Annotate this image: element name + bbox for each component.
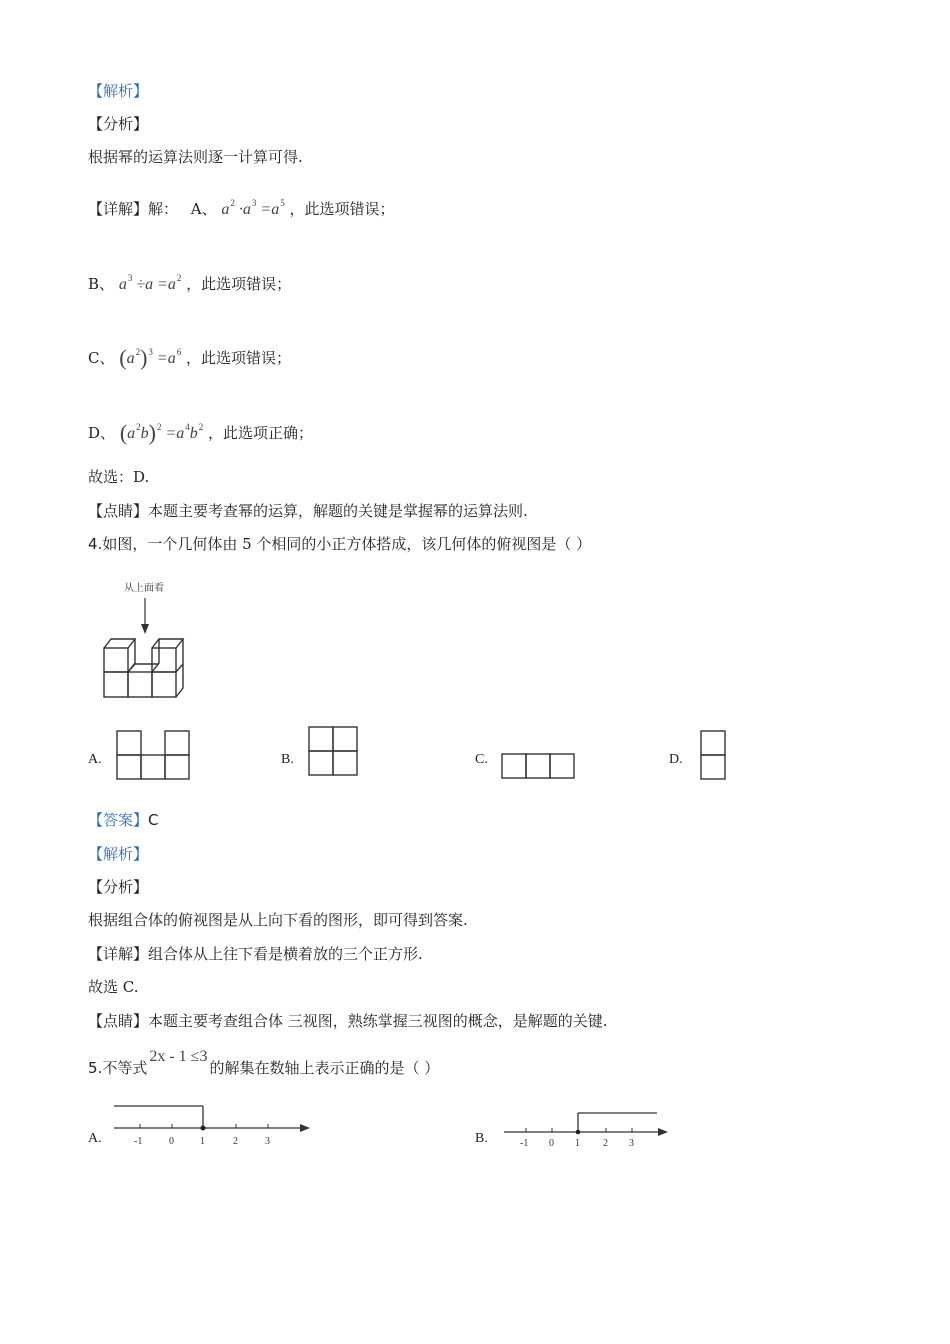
q4-option-d-label: D. (669, 752, 683, 767)
option-b-verdict: ，此选项错误； (186, 275, 292, 293)
endpoint-dot (201, 1126, 206, 1131)
analysis-text: 根据幂的运算法则逐一计算可得. (88, 148, 303, 166)
option-d-expression: $(a^2b)^2 =a^4b^2$ (119, 420, 204, 445)
tick-label: -1 (520, 1138, 529, 1149)
option-b-expression: $a^3 \div a =a^2$ (118, 273, 182, 293)
answer-tag: 【答案】 (88, 811, 149, 829)
q5-suffix: 的解集在数轴上表示正确的是（ ） (209, 1059, 440, 1077)
q4-solid-figure (96, 578, 196, 703)
q4-analysis: 根据组合体的俯视图是从上向下看的图形，即可得到答案. (88, 911, 468, 929)
view-arrow-head-icon (141, 624, 149, 634)
detail-option-b (88, 268, 291, 295)
tick-label: 1 (200, 1136, 205, 1147)
q5-prefix: 不等式 (102, 1059, 148, 1077)
q5-option-a-numberline (110, 1100, 320, 1150)
q4-option-a-label: A. (88, 752, 102, 767)
q4-answer (88, 810, 159, 830)
axis-arrow-icon (658, 1128, 668, 1136)
tick-label: 0 (169, 1136, 174, 1147)
cubes-icon (104, 639, 183, 697)
detail-prefix: 【详解】解： (88, 200, 179, 218)
detail-option-d (88, 417, 313, 444)
q4-question (88, 534, 591, 554)
tick-label: 0 (549, 1138, 554, 1149)
q5-option-b-numberline (502, 1108, 677, 1150)
tick-label: -1 (134, 1136, 143, 1147)
option-b-label: B、 (88, 275, 115, 293)
q3-comment: 【点睛】本题主要考查幂的运算，解题的关键是掌握幂的运算法则. (88, 502, 528, 520)
q4-detail: 【详解】组合体从上往下看是横着放的三个正方形. (88, 945, 423, 963)
option-a-expression: $a^2 \cdot a^3 =a^5$ (221, 198, 285, 218)
figure-view-label: 从上面看 (124, 583, 164, 594)
q4-option-c-figure (502, 754, 578, 782)
option-c-expression: $(a^2)^3 =a^6$ (119, 345, 182, 370)
q4-number: 4. (88, 535, 103, 553)
q4-option-d-figure (701, 731, 729, 783)
option-c-verdict: ，此选项错误； (186, 349, 292, 367)
endpoint-dot (576, 1130, 581, 1135)
tick-label: 2 (233, 1136, 238, 1147)
q5-question (88, 1048, 440, 1079)
tick-label: 3 (265, 1136, 270, 1147)
tick-label: 2 (603, 1138, 608, 1149)
q3-choice: 故选：D. (88, 468, 150, 486)
detail-option-c (88, 342, 291, 369)
option-a-label: A、 (190, 200, 217, 218)
tick-label: 3 (629, 1138, 634, 1149)
q4-option-b-label: B. (281, 752, 294, 767)
q5-inequality: 2x - 1 ≤3 (149, 1048, 208, 1065)
detail-option-a (88, 193, 395, 220)
q4-question-text: 如图，一个几何体由 5 个相同的小正方体搭成，该几何体的俯视图是（ ） (102, 535, 592, 553)
q4-choice: 故选 C. (88, 978, 139, 996)
q4-jiexi-tag: 【解析】 (88, 845, 149, 863)
q4-comment: 【点睛】本题主要考查组合体 三视图，熟练掌握三视图的概念，是解题的关键. (88, 1012, 608, 1030)
option-a-verdict: ，此选项错误； (289, 200, 395, 218)
q4-option-a-figure (117, 731, 192, 781)
q5-number: 5. (88, 1059, 103, 1077)
axis-arrow-icon (300, 1124, 310, 1132)
q5-option-a-label: A. (88, 1131, 102, 1146)
q4-option-b-figure (309, 727, 361, 779)
q5-option-b-label: B. (475, 1131, 488, 1146)
answer-value: C (148, 811, 159, 829)
q4-option-c-label: C. (475, 752, 488, 767)
option-d-label: D、 (88, 424, 116, 442)
fenxi-tag: 【分析】 (88, 115, 149, 133)
tick-label: 1 (575, 1138, 580, 1149)
q4-fenxi-tag: 【分析】 (88, 878, 149, 896)
option-d-verdict: ，此选项正确； (208, 424, 314, 442)
option-c-label: C、 (88, 349, 115, 367)
jiexi-tag: 【解析】 (88, 82, 149, 100)
